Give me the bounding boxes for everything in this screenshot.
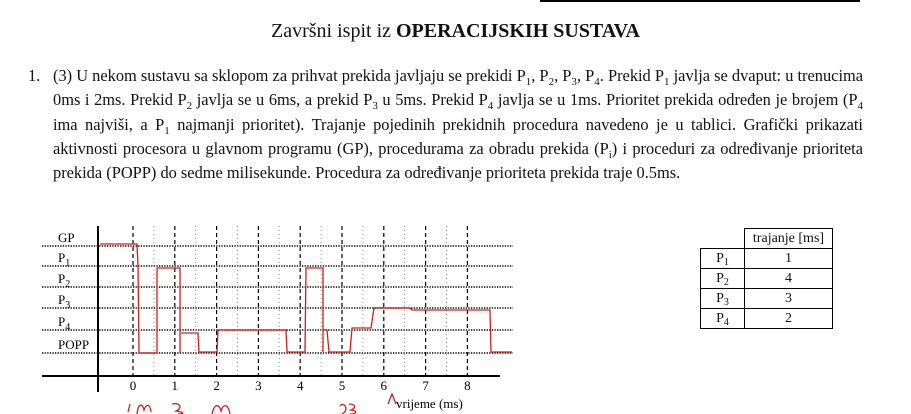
question-text-segment: ) i proceduri za određivanje prioriteta prekida (POPP) do sedme milisekunde. Procedura za određivanje prioriteta prekida traje 0.5ms.: [53, 138, 863, 183]
interrupt-name: P: [716, 250, 724, 266]
header-rule: [540, 0, 860, 2]
handwritten-stroke: [340, 404, 356, 414]
question-subscript: 3: [571, 76, 577, 88]
question-text-segment: (3) U nekom sustavu sa sklopom za prihvat prekida javljaju se prekidi P: [53, 66, 526, 85]
question-text-segment: , P: [531, 66, 549, 85]
tick-label: 3: [255, 378, 262, 393]
row-label: $P_2$: [58, 271, 71, 290]
interrupt-name: P: [716, 290, 724, 306]
interrupt-duration: 4: [745, 269, 833, 289]
timeline-row-labels: [58, 230, 89, 352]
row-label: POPP: [58, 337, 90, 352]
handwritten-stroke: [181, 268, 323, 352]
duration-table-header-row: [701, 229, 833, 249]
tick-label: 8: [464, 378, 471, 393]
timeline-diagram: [0, 220, 540, 414]
timeline-tick-labels: [130, 378, 471, 393]
handwritten-stroke: [212, 406, 230, 414]
question-subscript: 2: [186, 100, 193, 113]
question-subscript: 4: [594, 76, 600, 88]
interrupt-duration: 1: [745, 249, 833, 269]
handwritten-stroke: [172, 404, 183, 414]
row-label: $P_3$: [58, 292, 71, 311]
question-subscript: 1: [525, 76, 532, 88]
row-label: GP: [58, 230, 75, 245]
question-text-segment: , P: [576, 66, 595, 85]
exam-subject: OPERACIJSKIH SUSTAVA: [396, 20, 640, 42]
duration-table-row: [701, 309, 833, 329]
question-text-segment: javlja se u 6ms, a prekid P: [192, 90, 373, 110]
interrupt-name: P: [716, 310, 724, 326]
tick-label: 6: [380, 378, 388, 393]
question-text-segment: u 5ms. Prekid P: [377, 90, 488, 110]
question-subscript: 4: [487, 100, 494, 113]
exam-title: Završni ispit iz OPERACIJSKIH SUSTAVA: [271, 20, 640, 42]
tick-label: 0: [129, 378, 137, 393]
question-subscript: i: [608, 148, 612, 161]
interrupt-duration: 2: [745, 309, 833, 329]
duration-table-row: [701, 269, 833, 289]
question-subscript: 4: [857, 100, 863, 113]
tick-label: 2: [213, 378, 220, 393]
question-subscript: 3: [372, 100, 378, 113]
tick-label: 4: [296, 378, 304, 393]
row-label: $P_4$: [58, 314, 71, 333]
question-number: 1.: [28, 66, 41, 85]
interrupt-index: 2: [723, 276, 729, 288]
duration-table-row: [701, 289, 833, 309]
question-subscript: 1: [164, 124, 170, 137]
question-subscript: 2: [548, 76, 555, 88]
question-text-segment: javlja se dvaput: u trenucima 0ms i 2ms. Prekid P: [53, 66, 864, 110]
duration-table: [700, 228, 833, 329]
question-text-segment: javlja se u 1ms. Prioritet prekida određen je brojem (P: [493, 90, 858, 110]
handwritten-stroke: [128, 404, 151, 414]
tick-label: 7: [422, 378, 429, 393]
timeline-grid: [42, 226, 513, 392]
question-text-segment: najmanji prioritet). Trajanje pojedinih prekidnih procedura navedeno je u tablici. Grafički prikazati aktivnosti procesora u glavnom programu (GP), procedurama za obradu prekida (P: [53, 114, 863, 158]
interrupt-index: 3: [723, 296, 729, 308]
interrupt-index: 4: [723, 316, 729, 328]
handwritten-trace: [100, 244, 512, 414]
duration-header: trajanje [ms]: [745, 229, 833, 249]
interrupt-index: 1: [723, 256, 729, 268]
interrupt-duration: 3: [745, 289, 833, 309]
handwritten-stroke: [388, 394, 396, 404]
question-subscript: 1: [664, 76, 670, 88]
question-text-segment: , P: [554, 66, 572, 85]
question-text: [53, 64, 863, 185]
question-text-segment: . Prekid P: [599, 66, 664, 85]
tick-label: 1: [171, 378, 179, 393]
handwritten-stroke: [100, 244, 180, 353]
time-axis-label: vrijeme (ms): [396, 396, 463, 411]
interrupt-name: P: [716, 270, 724, 286]
row-label: $P_1$: [58, 250, 71, 269]
tick-label: 5: [338, 378, 346, 393]
duration-table-row: [701, 249, 833, 269]
question-text-segment: ima najviši, a P: [53, 114, 165, 134]
